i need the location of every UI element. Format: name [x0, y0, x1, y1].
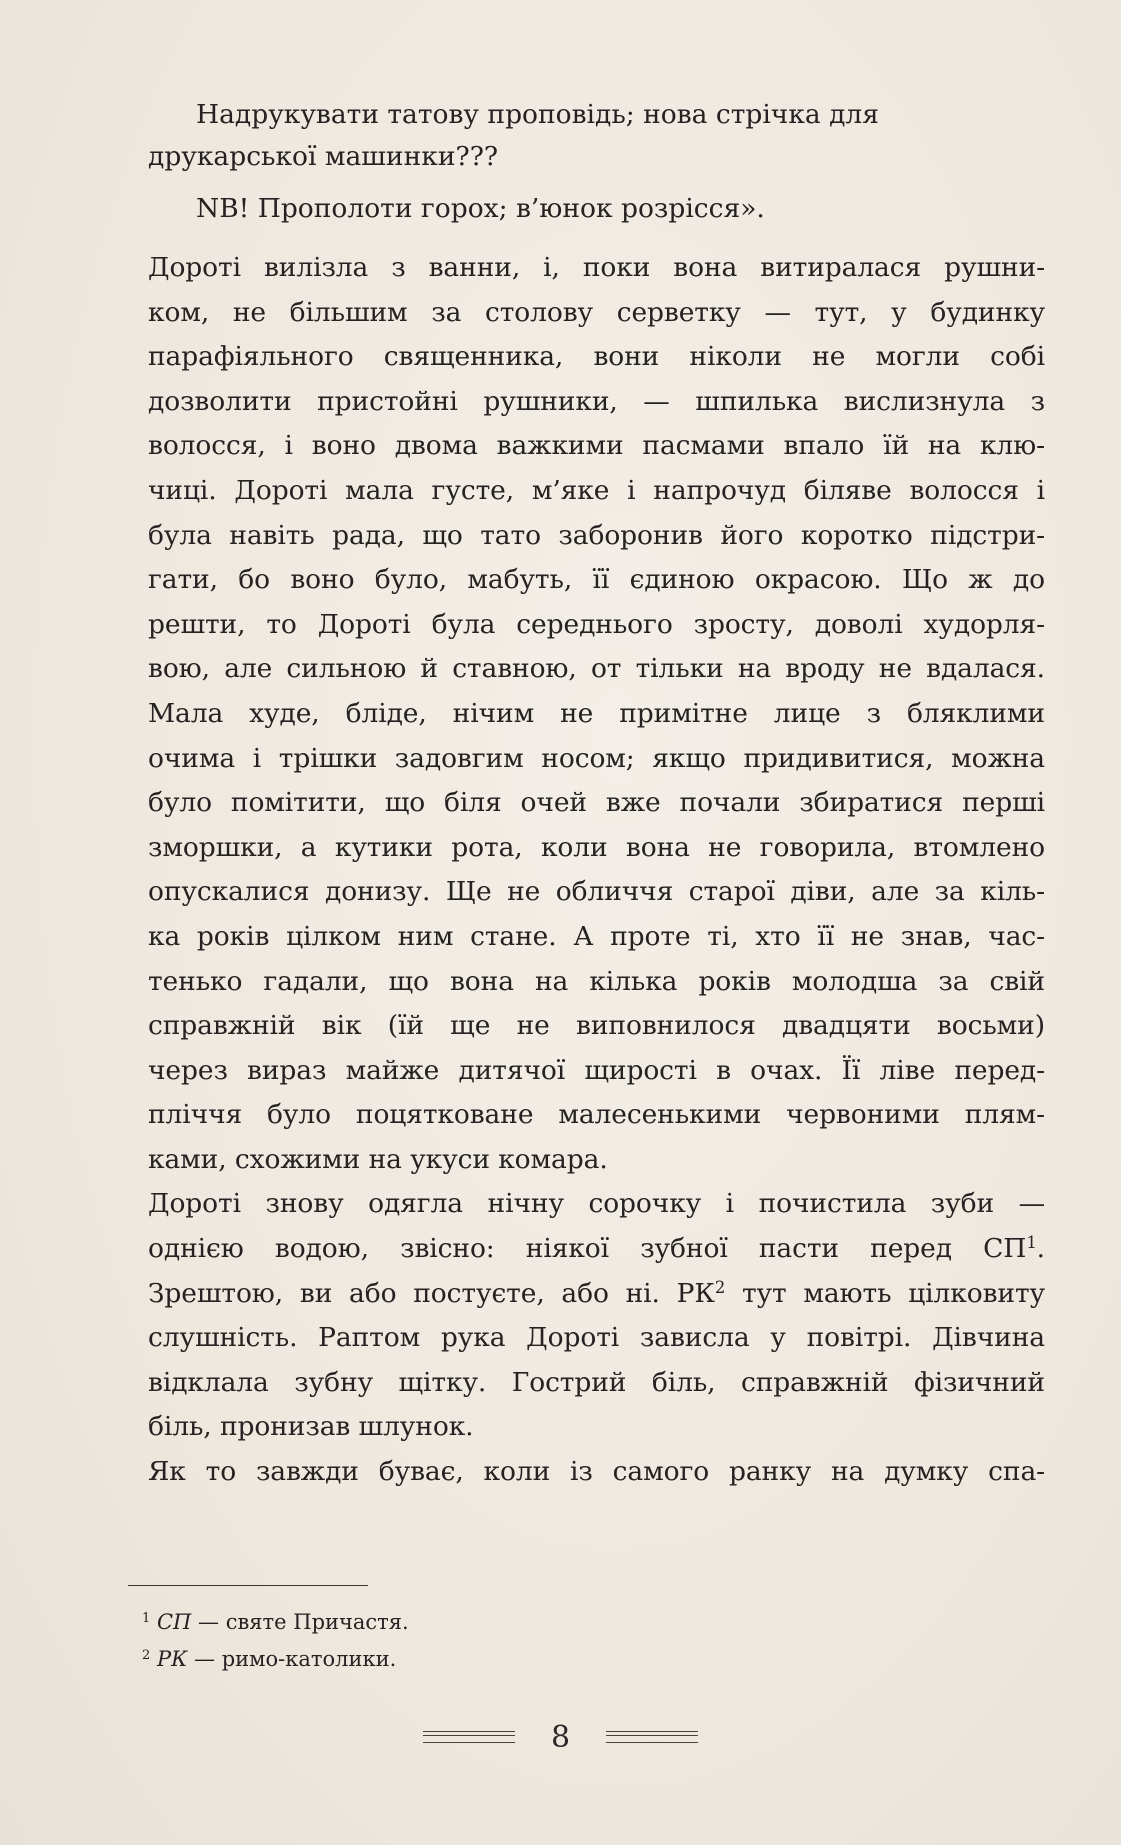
ornament-left: [423, 1731, 515, 1743]
text-line: біль, пронизав шлунок.: [148, 1411, 474, 1443]
text-line: через вираз майже дитячої щирості в очах. Її ліве перед-: [148, 1054, 1045, 1086]
text-line: зморшки, а кутики рота, коли вона не говорила, втомлено: [148, 831, 1045, 863]
text-line: слушність. Раптом рука Дороті зависла у повітрі. Дівчина: [148, 1322, 1045, 1354]
text-line: дозволити пристойні рушники, — шпилька вислизнула з: [148, 385, 1045, 417]
text-line: очима і трішки задовгим носом; якщо придивитися, можна: [148, 742, 1045, 774]
text-line: NB! Прополоти горох; в’юнок розрісся».: [196, 193, 765, 224]
text-line: гати, бо воно було, мабуть, її єдиною окрасою. Що ж до: [148, 564, 1045, 596]
list-item: [148, 188, 1045, 230]
text-line: волосся, і воно двома важкими пасмами впало їй на клю-: [148, 430, 1045, 462]
footnote-ref: 2: [714, 1277, 726, 1297]
text-line: Дороті знову одягла нічну сорочку і почистила зуби —: [148, 1188, 1045, 1220]
text-line: опускалися донизу. Ще не обличчя старої діви, але за кіль-: [148, 876, 1045, 908]
text-line: вою, але сильною й ставною, от тільки на вроду не вдалася.: [148, 653, 1045, 685]
footnote: $^1$ СП — святе Причастя.: [142, 1610, 409, 1634]
text-line: друкарської машинки???: [148, 141, 499, 172]
text-line: ком, не більшим за столову серветку — тут, у будинку: [148, 296, 1045, 328]
text-line: пліччя було поцятковане малесенькими червоними плям-: [148, 1099, 1045, 1131]
paragraph: [148, 1182, 1045, 1450]
footnote-rule: [128, 1585, 368, 1586]
text-line: ками, схожими на укуси комара.: [148, 1143, 608, 1175]
text-line: Як то завжди буває, коли із самого ранку на думку спа-: [148, 1456, 1045, 1488]
footnote: $^2$ РК — римо-католики.: [142, 1647, 397, 1671]
paragraph: [148, 1450, 1045, 1495]
text-line: Надрукувати татову проповідь; нова стрічка для: [196, 99, 879, 130]
text-line: решти, то Дороті була середнього зросту, доволі худорля-: [148, 608, 1045, 640]
text-line: справжній вік (їй ще не виповнилося двадцяти восьми): [148, 1010, 1045, 1042]
text-line: однією водою, звісно: ніякої зубної пасти перед $СП^1$.: [148, 1233, 1045, 1265]
list-item: [148, 94, 1045, 178]
page-footer: [0, 1712, 1121, 1762]
main-text: [148, 94, 1045, 1495]
text-line: Мала худе, бліде, нічим не примітне лице з бляклими: [148, 697, 1045, 729]
footnotes: [142, 1604, 409, 1678]
text-line: чиці. Дороті мала густе, м’яке і напрочуд біляве волосся і: [148, 474, 1045, 506]
text-line: Зрештою, ви або постуєте, або ні. $РК^2$ тут мають цілковиту: [148, 1277, 1045, 1309]
ornament-right: [606, 1731, 698, 1743]
paragraph: [148, 246, 1045, 1182]
page-number: 8: [550, 1719, 571, 1755]
text-line: була навіть рада, що тато заборонив його коротко підстри-: [148, 519, 1045, 551]
text-line: парафіяльного священника, вони ніколи не могли собі: [148, 341, 1045, 373]
text-line: тенько гадали, що вона на кілька років молодша за свій: [148, 965, 1045, 997]
text-line: було помітити, що біля очей вже почали збиратися перші: [148, 787, 1045, 819]
footnote-ref: 1: [1026, 1233, 1037, 1253]
text-line: ка років цілком ним стане. А проте ті, хто її не знав, час-: [148, 920, 1045, 952]
text-line: Дороті вилізла з ванни, і, поки вона витиралася рушни-: [148, 252, 1045, 283]
text-line: відклала зубну щітку. Гострий біль, справжній фізичний: [148, 1366, 1045, 1398]
